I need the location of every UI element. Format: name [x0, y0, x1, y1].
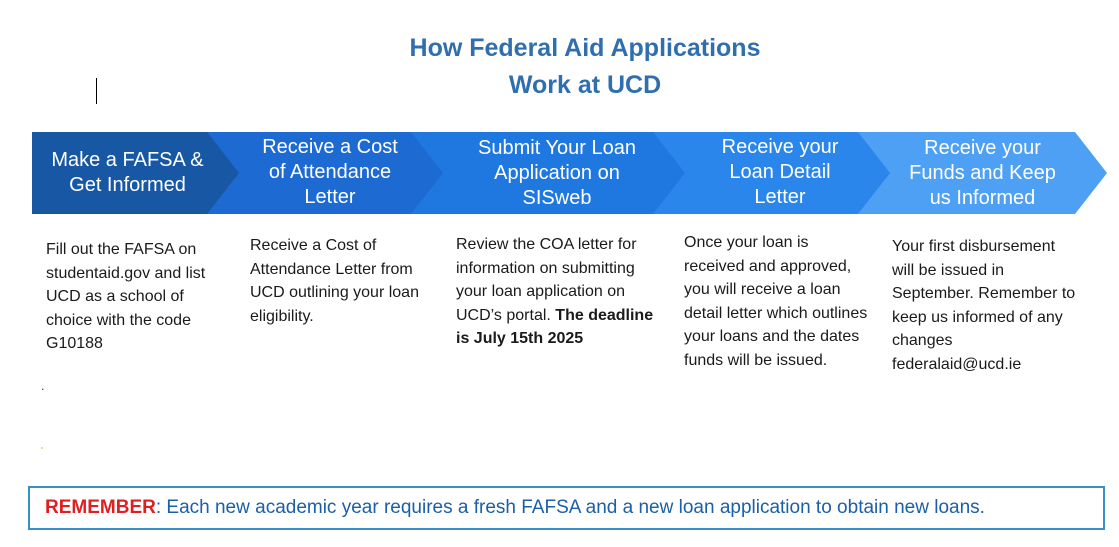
step-4-label: Receive your Loan Detail Letter [721, 136, 839, 208]
title-line-1: How Federal Aid Applications [409, 34, 761, 62]
step-1-description: Fill out the FAFSA on studentaid.gov and list UCD as a school of choice with the code G10188 [46, 241, 206, 352]
step-2-label: Receive a Cost of Attendance Letter [262, 136, 398, 208]
deadline-note: The deadline is July 15th 2025 [456, 306, 654, 347]
reminder-keyword: REMEMBER [45, 497, 156, 518]
stray-dot: . [41, 379, 45, 393]
reminder-text: : Each new academic year requires a fresh FAFSA and a new loan application to obtain new loans. [155, 497, 985, 518]
stray-mark [41, 447, 43, 449]
step-1-label: Make a FAFSA & Get Informed [51, 149, 204, 196]
step-2-description: Receive a Cost of Attendance Letter from UCD outlining your loan eligibility. [250, 237, 419, 325]
step-4-description: Once your loan is received and approved, you will receive a loan detail letter which outlines your loans and the dates funds will be issued. [684, 234, 868, 369]
step-3-label: Submit Your Loan Application on SISweb [478, 137, 636, 209]
step-5-description: Your first disbursement will be issued in September. Remember to keep us informed of any changes federalaid@ucd.ie [892, 238, 1076, 373]
step-5-label: Receive your Funds and Keep us Informed [909, 137, 1056, 209]
title-line-2: Work at UCD [508, 71, 662, 99]
step-3-description: Review the COA letter for information on submitting your loan application on UCD’s portal. The deadline is July 15th 2025 [456, 236, 654, 347]
reminder-box [28, 486, 1105, 530]
